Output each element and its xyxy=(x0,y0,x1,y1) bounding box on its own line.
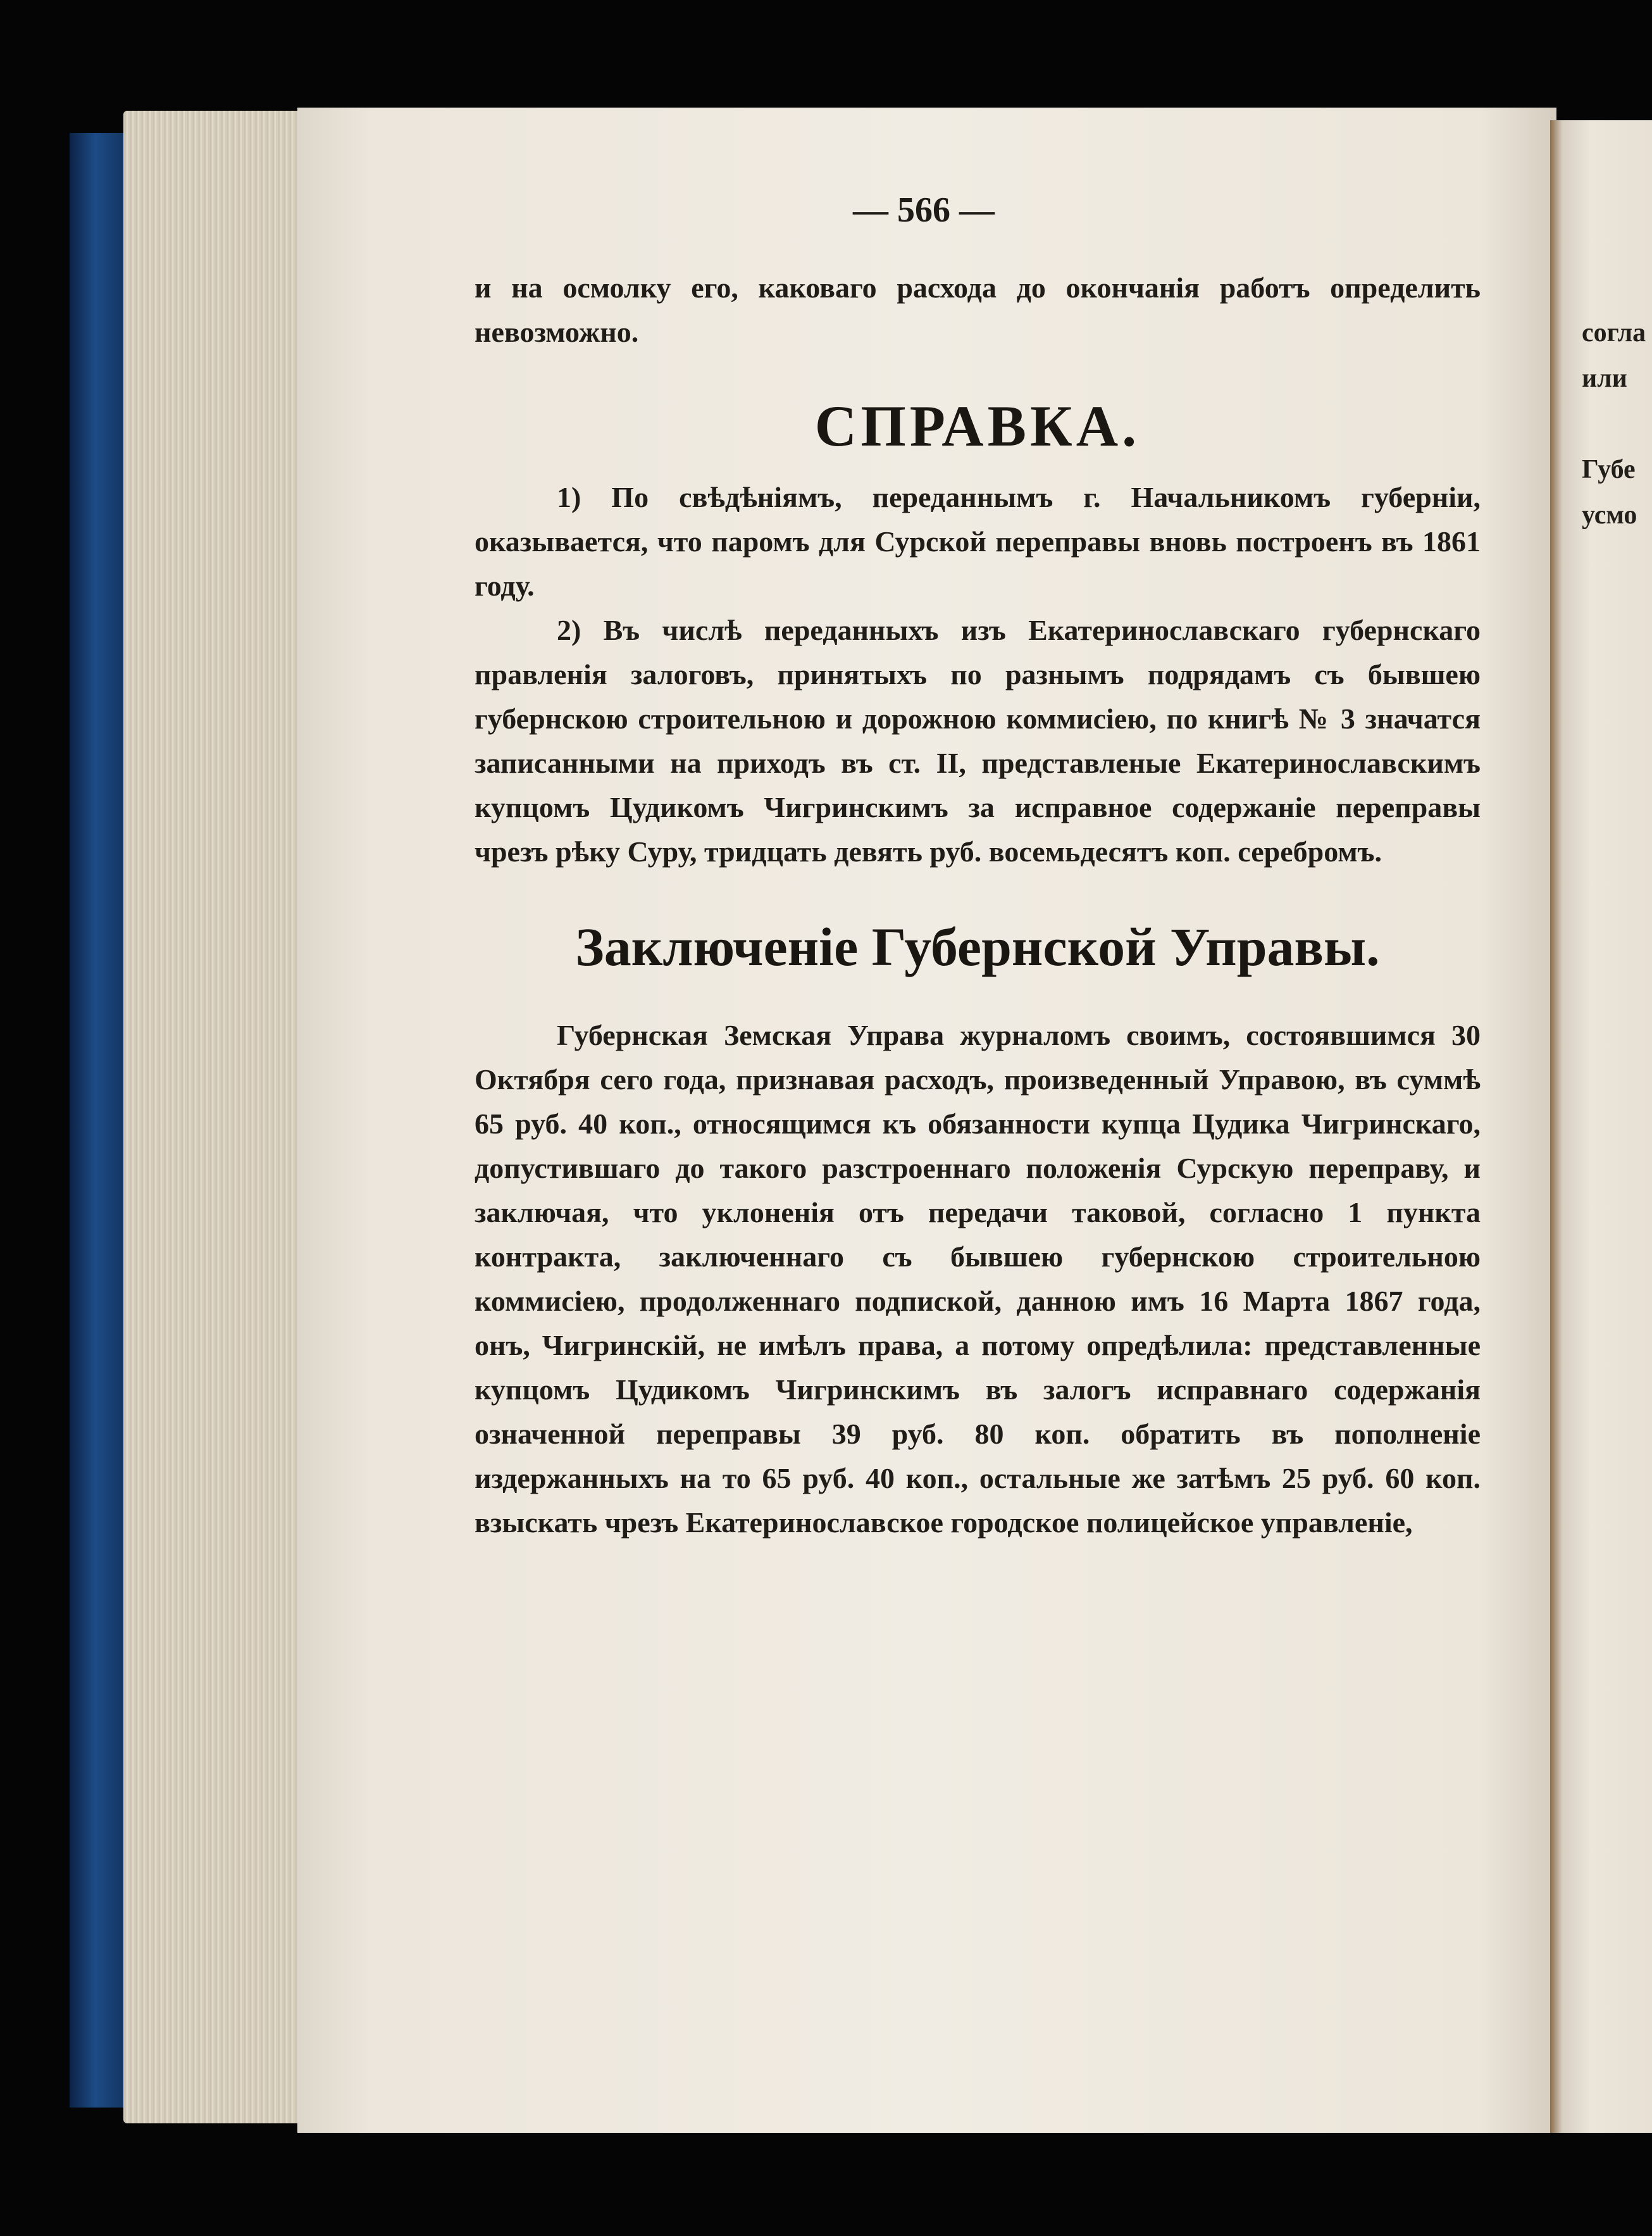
section-heading-spravka: СПРАВКА. xyxy=(814,394,1141,458)
book-spine xyxy=(70,133,127,2108)
facing-page-text xyxy=(1582,310,1651,538)
facing-line-3: Губе xyxy=(1582,455,1636,484)
facing-line-4: усмо xyxy=(1582,501,1637,530)
conclusion-paragraph: Губернская Земская Управа журналомъ своимъ, состоявшимся 30 Октября сего года, признавая расходъ, произведенный Управою, въ суммѣ 65 руб. 40 коп., относящимся къ обязанности купца Цудика Чигринскаго, допустившаго до такого разстроеннаго положенія Сурскую переправу, и заключая, что уклоненія отъ передачи таковой, согласно 1 пункта контракта, заключеннаго съ бывшею губернскою строительною коммисіею, продолженнаго подпиской, данною имъ 16 Марта 1867 года, онъ, Чигринскій, не имѣлъ права, а потому опредѣлила: представленные купцомъ Цудикомъ Чигринскимъ въ залогъ исправнаго содержанія означенной переправы 39 руб. 80 коп. обратить въ пополненіе издержанныхъ на то 65 руб. 40 коп., остальные же затѣмъ 25 руб. 60 коп. взыскать чрезъ Екатеринославское городское полицейское управленіе, xyxy=(475,1019,1481,1539)
facing-line-1: согла xyxy=(1582,318,1646,347)
page-text xyxy=(475,266,1481,1545)
section-heading-conclusion: Заключеніе Губернской Управы. xyxy=(575,916,1380,977)
page-edges xyxy=(123,111,313,2123)
facing-line-gap xyxy=(1582,401,1651,447)
spravka-paragraph-1: 1) По свѣдѣніямъ, переданнымъ г. Начальникомъ губерніи, оказывается, что паромъ для Сурской переправы вновь построенъ въ 1861 году. xyxy=(475,481,1481,602)
spravka-paragraph-2: 2) Въ числѣ переданныхъ изъ Екатеринославскаго губернскаго правленія залоговъ, принятыхъ по разнымъ подрядамъ съ бывшею губернскою строительною и дорожною коммисіею, по книгѣ № 3 значатся записанными на приходъ въ ст. II, представленые Екатеринославскимъ купцомъ Цудикомъ Чигринскимъ за исправное содержаніе переправы чрезъ рѣку Суру, тридцать девять руб. восемьдесятъ коп. серебромъ. xyxy=(475,614,1481,868)
page-number: — 566 — xyxy=(853,190,995,230)
opening-paragraph: и на осмолку его, каковаго расхода до окончанія работъ определить невозможно. xyxy=(475,272,1481,348)
facing-line-2: или xyxy=(1582,364,1627,393)
